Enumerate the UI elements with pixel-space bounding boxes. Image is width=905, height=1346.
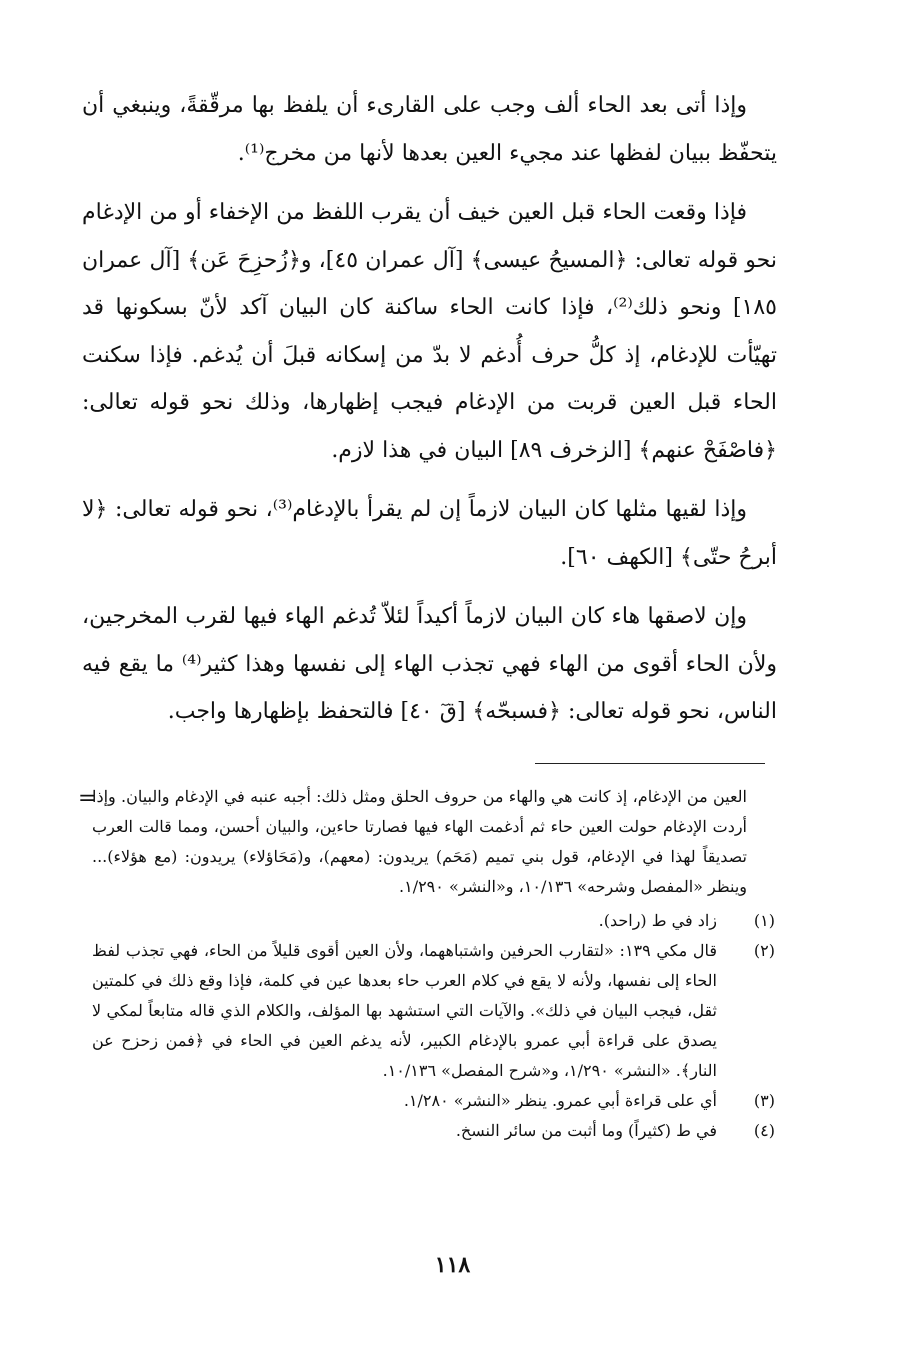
footnote-number: (٣)	[753, 1091, 775, 1110]
footnote-continuation: العين من الإدغام، إذ كانت هي والهاء من حروف الحلق ومثل ذلك: أجبه عنبه في الإدغام والبيان. وإذا أردت الإدغام حولت العين حاء ثم أدغمت الهاء فيها فصارتا حاءين، والبيان أحسن، ومما قالت العرب تصديقاً لهذا في الإدغام، قول بني تميم (مَحَم) يريدون: (معهم)، و(مَحَاؤلاء) يريدون: (مع هؤلاء)... وينظر «المفصل وشرحه» ١٠/١٣٦، و«النشر» ١/٢٩٠.	[92, 787, 748, 896]
paragraph-3: وإذا لقيها مثلها كان البيان لازماً إن لم يقرأ بالإدغام⁽³⁾، نحو قوله تعالى: ﴿لا أبرحُ حتّى﴾ [الكهف ٦٠].	[82, 497, 777, 570]
paragraph-2: فإذا وقعت الحاء قبل العين خيف أن يقرب اللفظ من الإخفاء أو من الإدغام نحو قوله تعالى: ﴿المسيحُ عيسى﴾ [آل عمران ٤٥]، و﴿زُحزِحَ عَن﴾ [آل عمران ١٨٥] ونحو ذلك⁽²⁾، فإذا كانت الحاء ساكنة كان البيان آكد لأنّ بسكونها قد تهيّأت للإدغام، إذ كلُّ حرف أُدغم لا بدّ من إسكانه قبلَ أن يُدغم. فإذا سكنت الحاء قبل العين قربت من الإدغام فيجب إظهارها، وذلك نحو قوله تعالى: ﴿فاصْفَحْ عنهم﴾ [الزخرف ٨٩] البيان في هذا لازم.	[82, 200, 778, 463]
footnotes	[92, 782, 777, 1146]
page-number: ١١٨	[434, 1252, 471, 1278]
main-text	[82, 82, 777, 748]
paragraph-4: وإن لاصقها هاء كان البيان لازماً أكيداً لئلاّ تُدغم الهاء فيها لقرب المخرجين، ولأن الحاء أقوى من الهاء فهي تجذب الهاء إلى نفسها وهذا كثير⁽⁴⁾ ما يقع فيه الناس، نحو قوله تعالى: ﴿فسبحّه﴾ [قٓ ٤٠] فالتحفظ بإظهارها واجب.	[82, 604, 778, 724]
footnote-number: (٢)	[753, 941, 775, 960]
footnote-2	[92, 936, 777, 1086]
footnote-divider	[535, 763, 765, 764]
footnote-text: زاد في ط (راحد).	[598, 911, 717, 930]
footnote-number: (١)	[753, 911, 775, 930]
footnote-text: قال مكي ١٣٩: «لتقارب الحرفين واشتباههما، ولأن العين أقوى قليلاً من الحاء، فهي تجذب لفظ الحاء إلى نفسها، ولأنه لا يقع في كلام العرب حاء بعدها عين في كلمة، فإذا وقع ذلك في كلمتين ثقل، فيجب البيان في ذلك». والآيات التي استشهد بها المؤلف، والكلام الذي قاله متابعاً لمكي لا يصدق على قراءة أبي عمرو بالإدغام الكبير، لأنه يدغم العين في الحاء في ﴿فمن زحزح عن النار﴾. «النشر» ١/٢٩٠، و«شرح المفصل» ١٠/١٣٦.	[92, 941, 718, 1080]
footnote-number: (٤)	[753, 1121, 775, 1140]
footnote-4	[92, 1116, 777, 1146]
footnote-continuation-mark: =	[78, 786, 97, 811]
footnote-3	[92, 1086, 777, 1116]
paragraph-1: وإذا أتى بعد الحاء ألف وجب على القارىء أن يلفظ بها مرقّقةً، وينبغي أن يتحفّظ ببيان لفظها عند مجيء العين بعدها لأنها من مخرج⁽¹⁾.	[82, 93, 777, 166]
footnote-text: أي على قراءة أبي عمرو. ينظر «النشر» ١/٢٨٠.	[403, 1091, 717, 1110]
footnote-text: في ط (كثيراً) وما أثبت من سائر النسخ.	[455, 1121, 717, 1140]
footnote-1	[92, 906, 777, 936]
